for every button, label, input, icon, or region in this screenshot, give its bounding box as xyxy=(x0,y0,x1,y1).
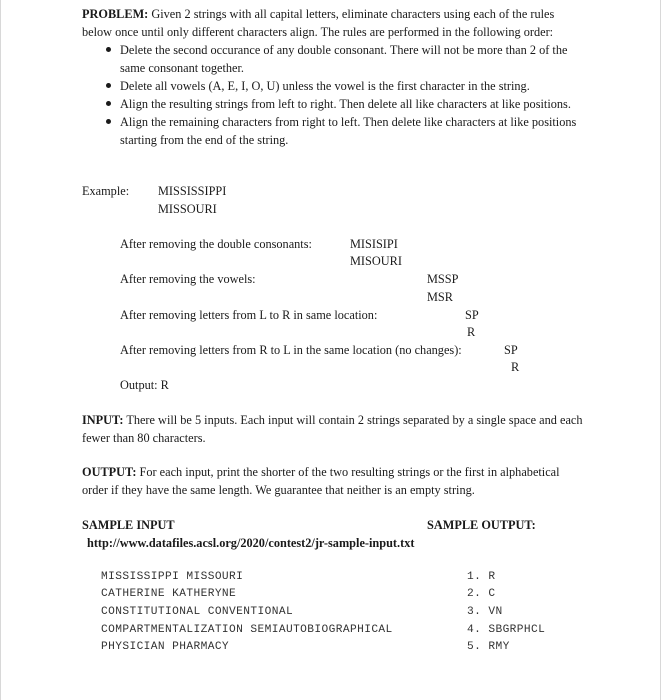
step-3-line-2: R xyxy=(467,325,476,339)
example-word-2: MISSOURI xyxy=(158,202,217,216)
sample-input-url[interactable]: http://www.datafiles.acsl.org/2020/contest2/jr-sample-input.txt xyxy=(87,536,415,550)
problem-intro xyxy=(82,5,587,41)
step-1-line-1: MISISIPI xyxy=(350,237,398,251)
rule-item: Align the remaining characters from right to left. Then delete like characters at like positions starting from the end of the string. xyxy=(82,113,587,149)
step-2-line-1: MSSP xyxy=(427,272,459,286)
step-4-line-1: SP xyxy=(504,343,518,357)
bullet-icon xyxy=(106,101,111,106)
sample-output-heading: SAMPLE OUTPUT: xyxy=(427,518,536,532)
input-text: There will be 5 inputs. Each input will contain 2 strings separated by a single space and each fewer than 80 characters. xyxy=(82,413,583,445)
sample-output-line: 4. SBGRPHCL xyxy=(467,624,546,636)
step-1-label: After removing the double consonants: xyxy=(120,237,312,251)
sample-output-line: 1. R xyxy=(467,571,496,583)
step-3-line-1: SP xyxy=(465,308,479,322)
sample-input-line: PHYSICIAN PHARMACY xyxy=(101,641,230,653)
bullet-icon xyxy=(106,83,111,88)
input-section xyxy=(82,411,587,447)
problem-label: PROBLEM: xyxy=(82,7,149,21)
step-1-line-2: MISOURI xyxy=(350,254,402,268)
problem-section xyxy=(82,5,587,149)
rules-list xyxy=(82,41,587,149)
example-word-1: MISSISSIPPI xyxy=(158,184,227,198)
example-output-value: R xyxy=(160,378,169,392)
sample-output-line: 2. C xyxy=(467,588,496,600)
step-2-label: After removing the vowels: xyxy=(120,272,256,286)
sample-output-line: 5. RMY xyxy=(467,641,510,653)
bullet-icon xyxy=(106,119,111,124)
example-output: Output: R xyxy=(120,378,169,392)
rule-item: Delete all vowels (A, E, I, O, U) unless the vowel is the first character in the string. xyxy=(82,77,587,95)
rule-item: Delete the second occurance of any double consonant. There will not be more than 2 of the same consonant together. xyxy=(82,41,587,77)
sample-input-line: CONSTITUTIONAL CONVENTIONAL xyxy=(101,606,294,618)
input-label: INPUT: xyxy=(82,413,124,427)
problem-intro-text: Given 2 strings with all capital letters, eliminate characters using each of the rules below once until only different characters align. The rules are performed in the following order: xyxy=(82,7,555,39)
sample-input-line: CATHERINE KATHERYNE xyxy=(101,588,237,600)
step-3-label: After removing letters from L to R in same location: xyxy=(120,308,378,322)
sample-output-line: 3. VN xyxy=(467,606,503,618)
step-4-line-2: R xyxy=(511,360,520,374)
sample-input-line: MISSISSIPPI MISSOURI xyxy=(101,571,244,583)
rule-item: Align the resulting strings from left to right. Then delete all like characters at like positions. xyxy=(82,95,587,113)
sample-input-heading: SAMPLE INPUT xyxy=(82,518,175,532)
output-text: For each input, print the shorter of the two resulting strings or the first in alphabetical order if they have the same length. We guarantee that neither is an empty string. xyxy=(82,465,560,497)
sample-input-line: COMPARTMENTALIZATION SEMIAUTOBIOGRAPHICAL xyxy=(101,624,393,636)
bullet-icon xyxy=(106,47,111,52)
step-4-label: After removing letters from R to L in the same location (no changes): xyxy=(120,343,462,357)
example-label: Example: xyxy=(82,184,130,198)
output-section xyxy=(82,463,587,499)
step-2-line-2: MSR xyxy=(427,290,453,304)
output-label: OUTPUT: xyxy=(82,465,137,479)
